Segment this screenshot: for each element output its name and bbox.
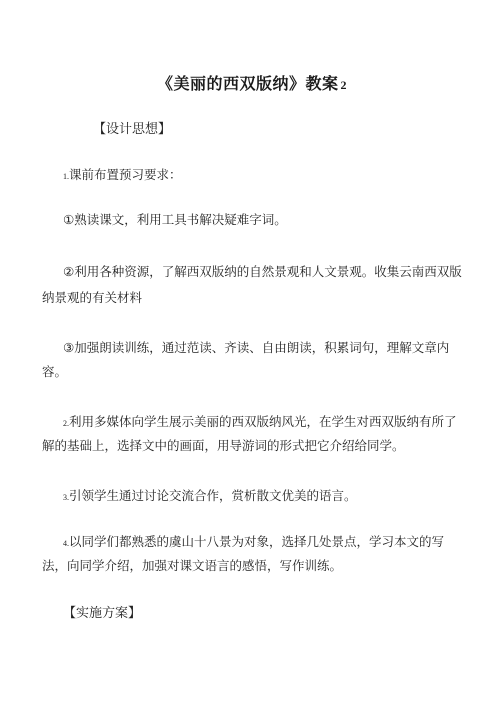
document-title [0,73,504,96]
title-text: 《美丽的西双版纳》教案 [156,74,339,93]
item-1-text: 课前布置预习要求： [69,167,182,182]
section-heading-design: 【设计思想】 [93,122,172,137]
item-1-number: 1. [63,172,69,181]
item-1 [63,165,182,186]
item-2-line-1 [63,412,457,433]
item-3-text: 引领学生通过讨论交流合作，赏析散文优美的语言。 [69,488,357,503]
sub-item-3-line-2: 容。 [42,364,68,379]
item-3 [63,486,357,507]
item-4-number: 4. [63,539,69,548]
item-2-text-line-1: 利用多媒体向学生展示美丽的西双版纳风光，在学生对西双版纳有所了 [69,414,457,429]
sub-item-1: ①熟读课文，利用工具书解决疑难字词。 [63,212,287,227]
item-2-number: 2. [63,419,69,428]
section-heading-plan: 【实施方案】 [63,606,142,621]
item-4-text-line-1: 以同学们都熟悉的虞山十八景为对象，选择几处景点，学习本文的写 [69,534,445,549]
item-2-line-2: 解的基础上，选择文中的画面，用导游词的形式把它介绍给同学。 [42,438,405,453]
item-3-number: 3. [63,493,69,502]
sub-item-2-line-2: 纳景观的有关材料 [42,290,143,305]
title-number: 2 [340,78,347,92]
sub-item-2-line-1: ②利用各种资源，了解西双版纳的自然景观和人文景观。收集云南西双版 [63,264,462,279]
item-4-line-2: 法，向同学介绍，加强对课文语言的感悟，写作训练。 [42,558,343,573]
sub-item-3-line-1: ③加强朗读训练，通过范读、齐读、自由朗读，积累词句，理解文章内 [63,340,450,355]
item-4-line-1 [63,532,444,553]
